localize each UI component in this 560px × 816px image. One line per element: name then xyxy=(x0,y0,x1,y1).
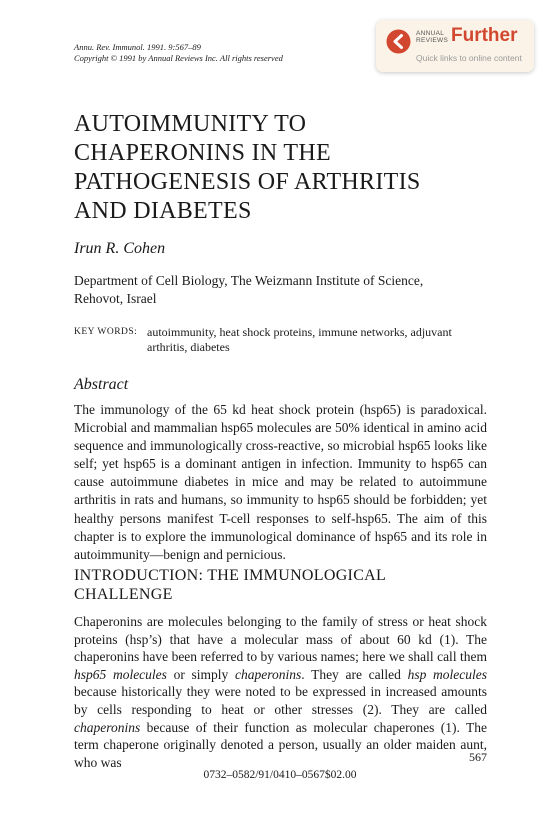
intro-text-run: or simply xyxy=(166,666,235,682)
intro-emphasis-chaperonins-2: chaperonins xyxy=(74,719,141,735)
affiliation xyxy=(74,272,494,308)
affiliation-line-2: Rehovot, Israel xyxy=(74,291,157,306)
annual-reviews-logo-icon xyxy=(386,29,411,54)
intro-text-run: because historically they were noted to be expressed in increased amounts by cells responding to heat or other stresses (2). They are called xyxy=(74,684,487,717)
title-line-4: AND DIABETES xyxy=(74,198,252,224)
introduction-paragraph xyxy=(74,613,487,771)
intro-text-run: because of their function as molecular chaperones (1). The term chaperone originally denoted a person, usually an older maiden aunt, who was xyxy=(74,719,487,770)
affiliation-line-1: Department of Cell Biology, The Weizmann Institute of Science, xyxy=(74,273,424,288)
badge-brand xyxy=(416,30,448,44)
further-links-badge[interactable] xyxy=(376,20,534,72)
introduction-heading-line-2: CHALLENGE xyxy=(74,586,173,603)
introduction-heading-line-1: INTRODUCTION: THE IMMUNOLOGICAL xyxy=(74,567,387,584)
title-line-3: PATHOGENESIS OF ARTHRITIS xyxy=(74,169,421,195)
badge-further-label: Further xyxy=(451,25,518,46)
abstract-heading: Abstract xyxy=(74,376,129,393)
journal-header xyxy=(74,42,374,64)
footer-code: 0732–0582/91/0410–0567$02.00 xyxy=(203,769,357,781)
article-title xyxy=(74,110,494,226)
copyright-line: Copyright © 1991 by Annual Reviews Inc. All rights reserved xyxy=(74,53,283,63)
author-name: Irun R. Cohen xyxy=(74,240,166,257)
intro-text-run: Chaperonins are molecules belonging to the family of stress or heat shock proteins (hsp’s) that have a molecular mass of about 60 kd (1). The chaperonins have been referred to by various names; here we shall call them xyxy=(74,614,487,665)
abstract-text: The immunology of the 65 kd heat shock protein (hsp65) is paradoxical. Microbial and mammalian hsp65 molecules are 50% identical in amino acid sequence and immunologically cross-reactive, so microbial hsp65 looks like self; yet hsp65 is a dominant antigen in infection. Immunity to hsp65 can cause autoimmune diabetes in mice and may be related to autoimmune arthritis in rats and humans, so immunity to hsp65 should be forbidden; yet healthy persons manifest T-cell responses to self-hsp65. The aim of this chapter is to explore the immunological dominance of hsp65 and its role in autoimmunity—benign and pernicious. xyxy=(74,402,487,562)
keywords-label: KEY WORDS: xyxy=(74,327,138,337)
keywords-text: autoimmunity, heat shock proteins, immune networks, adjuvant arthritis, diabetes xyxy=(147,325,452,354)
citation-line: Annu. Rev. Immunol. 1991. 9:567–89 xyxy=(74,42,201,52)
badge-subtitle: Quick links to online content xyxy=(416,53,522,63)
intro-text-run: . They are called xyxy=(301,666,408,682)
title-line-1: AUTOIMMUNITY TO xyxy=(74,111,307,137)
introduction-heading xyxy=(74,566,494,604)
title-line-2: CHAPERONINS IN THE xyxy=(74,140,331,166)
intro-emphasis-hsp65: hsp65 molecules xyxy=(74,666,167,682)
badge-brand-top: ANNUAL xyxy=(416,30,445,37)
badge-brand-bottom: REVIEWS xyxy=(416,37,449,44)
page-number: 567 xyxy=(469,750,487,764)
intro-emphasis-hsp: hsp molecules xyxy=(407,666,487,682)
intro-emphasis-chaperonins: chaperonins xyxy=(235,666,302,682)
